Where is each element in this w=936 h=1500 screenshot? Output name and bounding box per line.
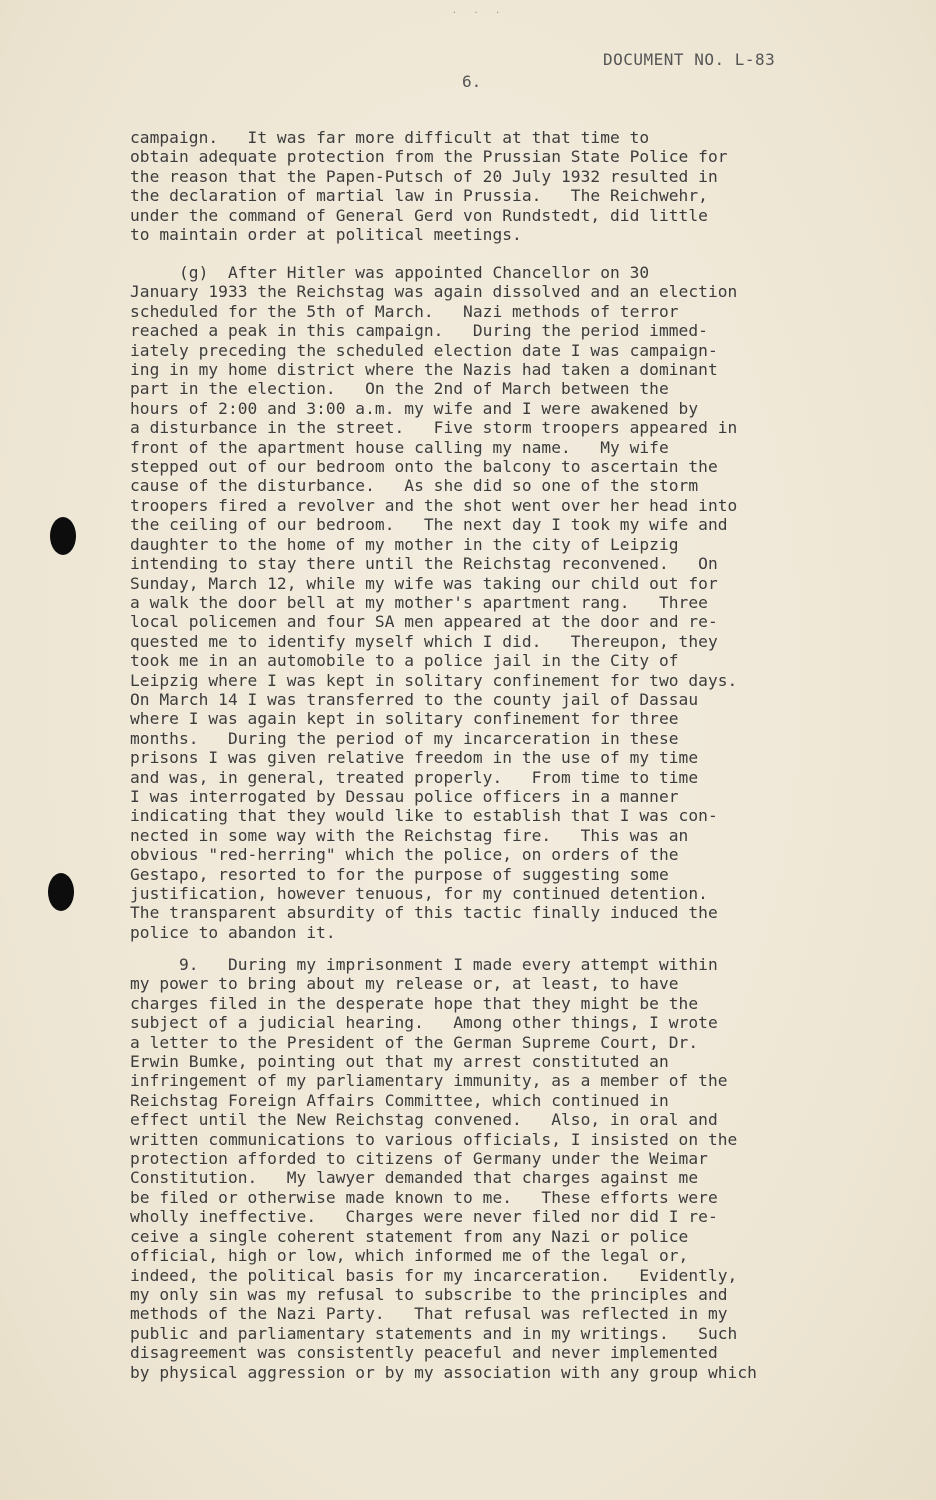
document-number: DOCUMENT NO. L-83 [603,50,776,69]
paragraph-campaign: campaign. It was far more difficult at that time to obtain adequate protection from the Prussian State Police for the reason that the Papen-Putsch of 20 July 1932 resulted in the declaration of martial law in Prussia. The Reichwehr, under the command of General Gerd von Rundstedt, did little to maintain order at political meetings. [130,128,728,245]
punch-hole-top [50,517,76,555]
paper-specks: · · · [452,8,507,17]
paragraph-9-imprisonment: 9. During my imprisonment I made every attempt within my power to bring about my release or, at least, to have charges filed in the desperate hope that they might be the subject of a judicial hearing. Among other things, I wrote a letter to the President of the German Supreme Court, Dr. Erwin Bumke, pointing out that my arrest constituted an infringement of my parliamentary immunity, as a member of the Reichstag Foreign Affairs Committee, which continued in effect until the New Reichstag convened. Also, in oral and written communications to various officials, I insisted on the protection afforded to citizens of Germany under the Weimar Constitution. My lawyer demanded that charges against me be filed or otherwise made known to me. These efforts were wholly ineffective. Charges were never filed nor did I re- ceive a single coherent statement from any Nazi or police official, high or low, which informed me of the legal or, indeed, the political basis for my incarceration. Evidently, my only sin was my refusal to subscribe to the principles and methods of the Nazi Party. That refusal was reflected in my public and parliamentary statements and in my writings. Such disagreement was consistently peaceful and never implemented by physical aggression or by my association with any group which [130,955,757,1382]
paragraph-g-hitler-chancellor: (g) After Hitler was appointed Chancellor on 30 January 1933 the Reichstag was again dissolved and an election scheduled for the 5th of March. Nazi methods of terror reached a peak in this campaign. During the period immed- iately preceding the scheduled election date I was campaign- ing in my home district where the Nazis had taken a dominant part in the election. On the 2nd of March between the hours of 2:00 and 3:00 a.m. my wife and I were awakened by a disturbance in the street. Five storm troopers appeared in front of the apartment house calling my name. My wife stepped out of our bedroom onto the balcony to ascertain the cause of the disturbance. As she did so one of the storm troopers fired a revolver and the shot went over her head into the ceiling of our bedroom. The next day I took my wife and daughter to the home of my mother in the city of Leipzig intending to stay there until the Reichstag reconvened. On Sunday, March 12, while my wife was taking our child out for a walk the door bell at my mother's apartment rang. Three local policemen and four SA men appeared at the door and re- quested me to identify myself which I did. Thereupon, they took me in an automobile to a police jail in the City of Leipzig where I was kept in solitary confinement for two days. On March 14 I was transferred to the county jail of Dassau where I was again kept in solitary confinement for three months. During the period of my incarceration in these prisons I was given relative freedom in the use of my time and was, in general, treated properly. From time to time I was interrogated by Dessau police officers in a manner indicating that they would like to establish that I was con- nected in some way with the Reichstag fire. This was an obvious "red-herring" which the police, on orders of the Gestapo, resorted to for the purpose of suggesting some justification, however tenuous, for my continued detention. The transparent absurdity of this tactic finally induced the police to abandon it. [130,263,738,942]
page-number: 6. [462,72,482,91]
punch-hole-bottom [48,873,74,911]
